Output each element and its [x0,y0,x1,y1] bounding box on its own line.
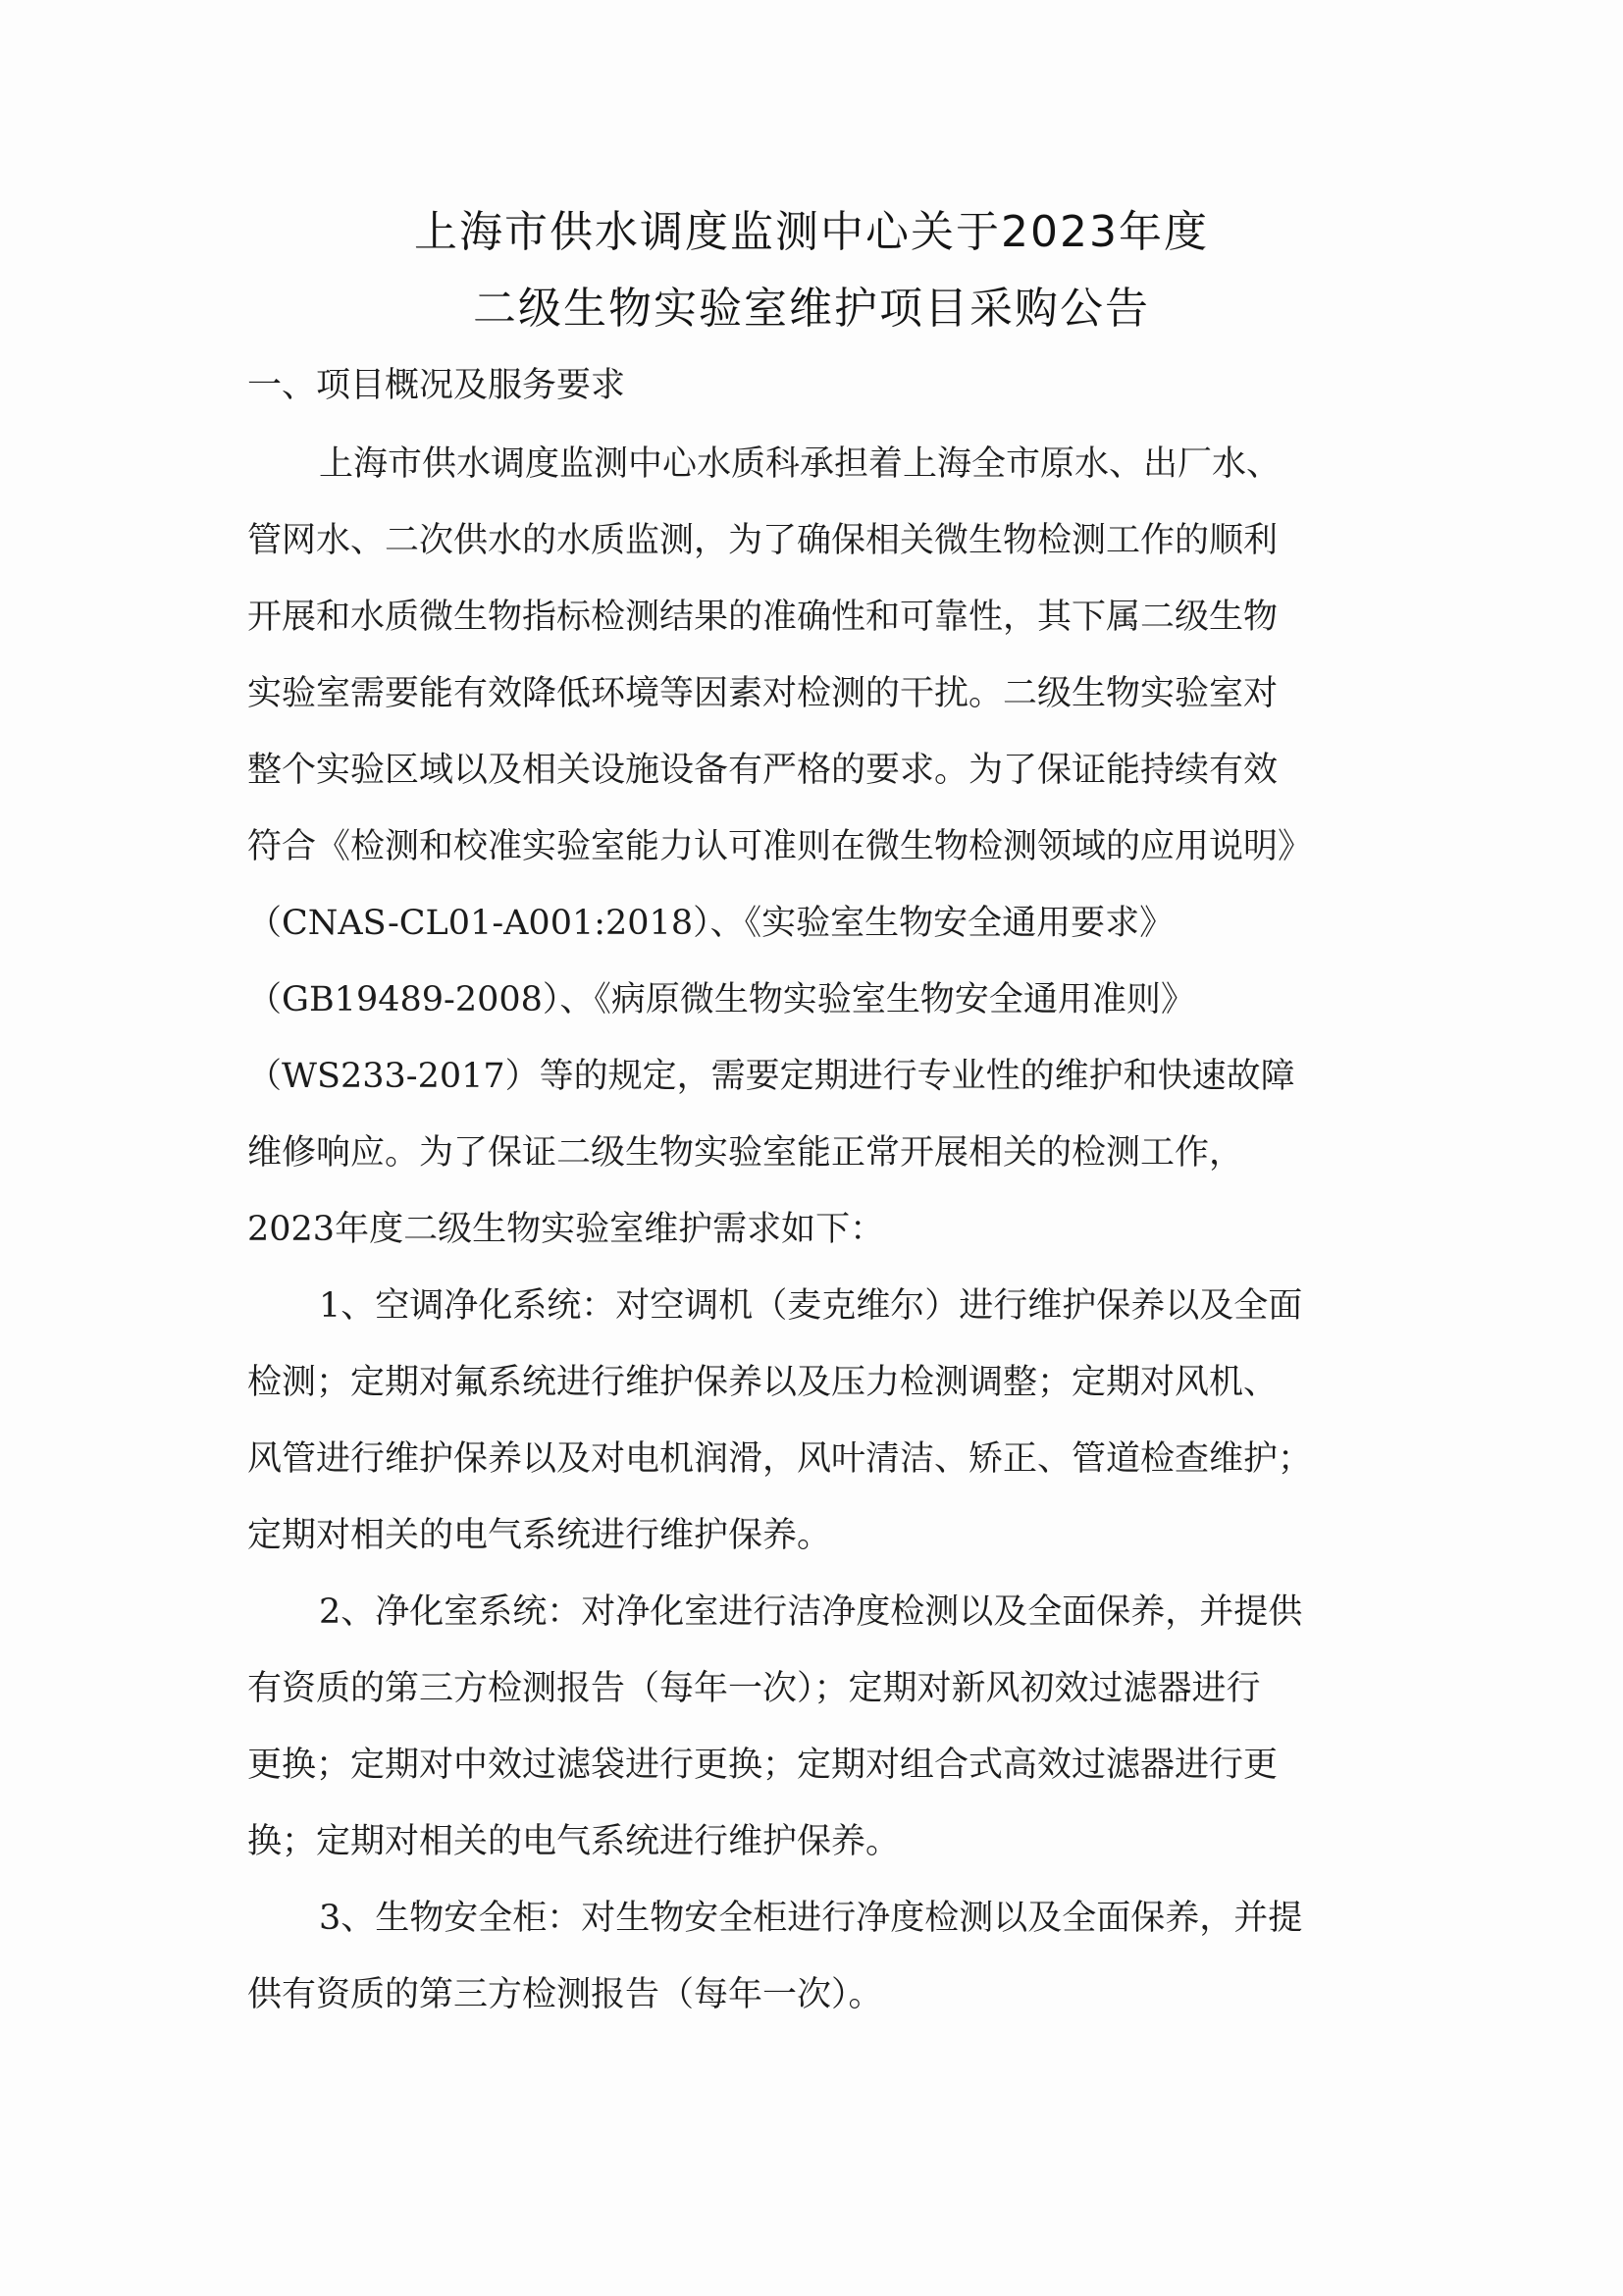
body-line: （CNAS-CL01-A001:2018）、《实验室生物安全通用要求》 [247,904,1175,943]
body-line: （GB19489-2008）、《病原微生物实验室生物安全通用准则》 [247,980,1195,1019]
document-title-line-1: 上海市供水调度监测中心关于2023年度 [414,207,1209,257]
body-line: 风管进行维护保养以及对电机润滑，风叶清洁、矫正、管道检查维护； [247,1439,1313,1479]
body-line: 开展和水质微生物指标检测结果的准确性和可靠性，其下属二级生物 [247,598,1279,637]
body-line: 管网水、二次供水的水质监测，为了确保相关微生物检测工作的顺利 [247,521,1279,560]
body-line: 换；定期对相关的电气系统进行维护保养。 [247,1822,901,1861]
body-line: 3、生物安全柜：对生物安全柜进行净度检测以及全面保养，并提 [319,1899,1303,1938]
body-line: 实验室需要能有效降低环境等因素对检测的干扰。二级生物实验室对 [247,674,1279,713]
body-line: 2023年度二级生物实验室维护需求如下： [247,1210,885,1249]
body-line: 定期对相关的电气系统进行维护保养。 [247,1516,832,1555]
body-line: 有资质的第三方检测报告（每年一次）；定期对新风初效过滤器进行 [247,1669,1261,1708]
body-line: 更换；定期对中效过滤袋进行更换；定期对组合式高效过滤器进行更 [247,1746,1279,1785]
section-heading: 一、项目概况及服务要求 [247,366,626,405]
body-line: （WS233-2017）等的规定，需要定期进行专业性的维护和快速故障 [247,1057,1295,1096]
body-line: 检测；定期对氟系统进行维护保养以及压力检测调整；定期对风机、 [247,1363,1279,1402]
body-line: 整个实验区域以及相关设施设备有严格的要求。为了保证能持续有效 [247,751,1279,790]
body-line: 符合《检测和校准实验室能力认可准则在微生物检测领域的应用说明》 [247,827,1313,866]
body-line-justified [247,972,1386,1021]
body-line-justified [247,896,1386,945]
body-line: 供有资质的第三方检测报告（每年一次）。 [247,1975,883,2014]
body-line: 维修响应。为了保证二级生物实验室能正常开展相关的检测工作， [247,1133,1244,1173]
document-title-line-2: 二级生物实验室维护项目采购公告 [473,284,1150,334]
body-line: 上海市供水调度监测中心水质科承担着上海全市原水、出厂水、 [319,444,1282,484]
body-line: 1、空调净化系统：对空调机（麦克维尔）进行维护保养以及全面 [319,1286,1303,1326]
body-line: 2、净化室系统：对净化室进行洁净度检测以及全面保养，并提供 [319,1592,1303,1632]
